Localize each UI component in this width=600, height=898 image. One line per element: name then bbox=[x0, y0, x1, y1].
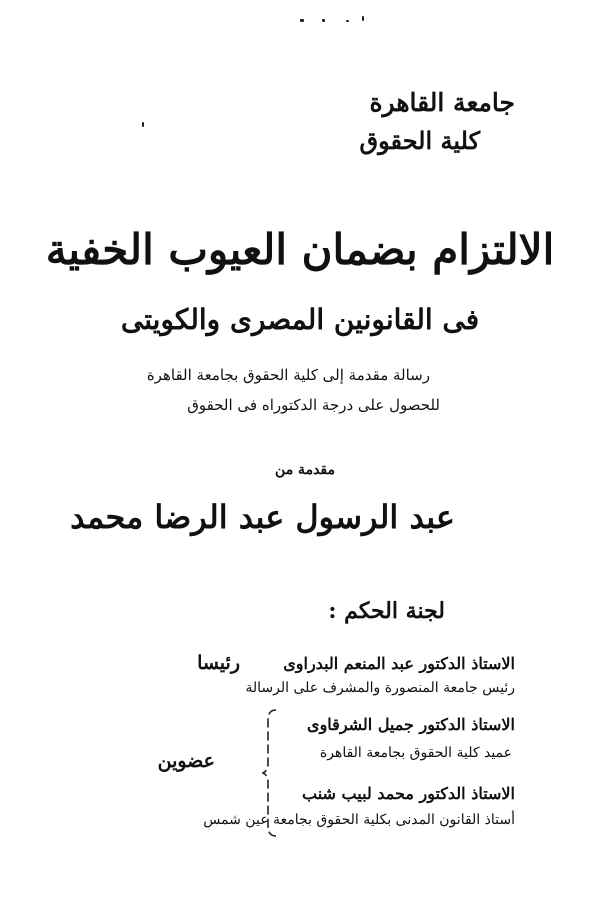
thesis-description-line-1: رسالة مقدمة إلى كلية الحقوق بجامعة القاهرة bbox=[146, 366, 430, 384]
committee-member-name: الاستاذ الدكتور محمد لبيب شنب bbox=[302, 784, 515, 803]
scan-speck bbox=[346, 20, 349, 22]
committee-member-name: الاستاذ الدكتور جميل الشرقاوى bbox=[307, 715, 515, 734]
members-role: عضوين bbox=[157, 750, 215, 772]
thesis-description-line-2: للحصول على درجة الدكتوراه فى الحقوق bbox=[187, 396, 440, 414]
faculty-name: كلية الحقوق bbox=[359, 126, 480, 155]
thesis-subtitle: فى القانونين المصرى والكويتى bbox=[120, 303, 480, 336]
author-name: عبد الرسول عبد الرضا محمد bbox=[70, 498, 455, 536]
committee-member-name: الاستاذ الدكتور عبد المنعم البدراوى bbox=[283, 654, 515, 673]
scan-speck bbox=[322, 19, 325, 22]
committee-member-title: عميد كلية الحقوق بجامعة القاهرة bbox=[319, 745, 512, 761]
university-name: جامعة القاهرة bbox=[369, 88, 515, 117]
scan-speck bbox=[362, 16, 364, 21]
members-brace bbox=[262, 708, 282, 838]
committee-member-role: رئيسا bbox=[197, 652, 240, 674]
scan-speck bbox=[142, 122, 144, 127]
committee-member-title: رئيس جامعة المنصورة والمشرف على الرسالة bbox=[245, 680, 515, 696]
committee-heading: لجنة الحكم : bbox=[328, 598, 445, 624]
presented-by-label: مقدمة من bbox=[275, 462, 335, 478]
thesis-title: الالتزام بضمان العيوب الخفية bbox=[45, 225, 555, 274]
scan-speck bbox=[300, 19, 304, 22]
committee-member-title: أستاذ القانون المدنى بكلية الحقوق بجامعة عين شمس bbox=[203, 812, 515, 828]
